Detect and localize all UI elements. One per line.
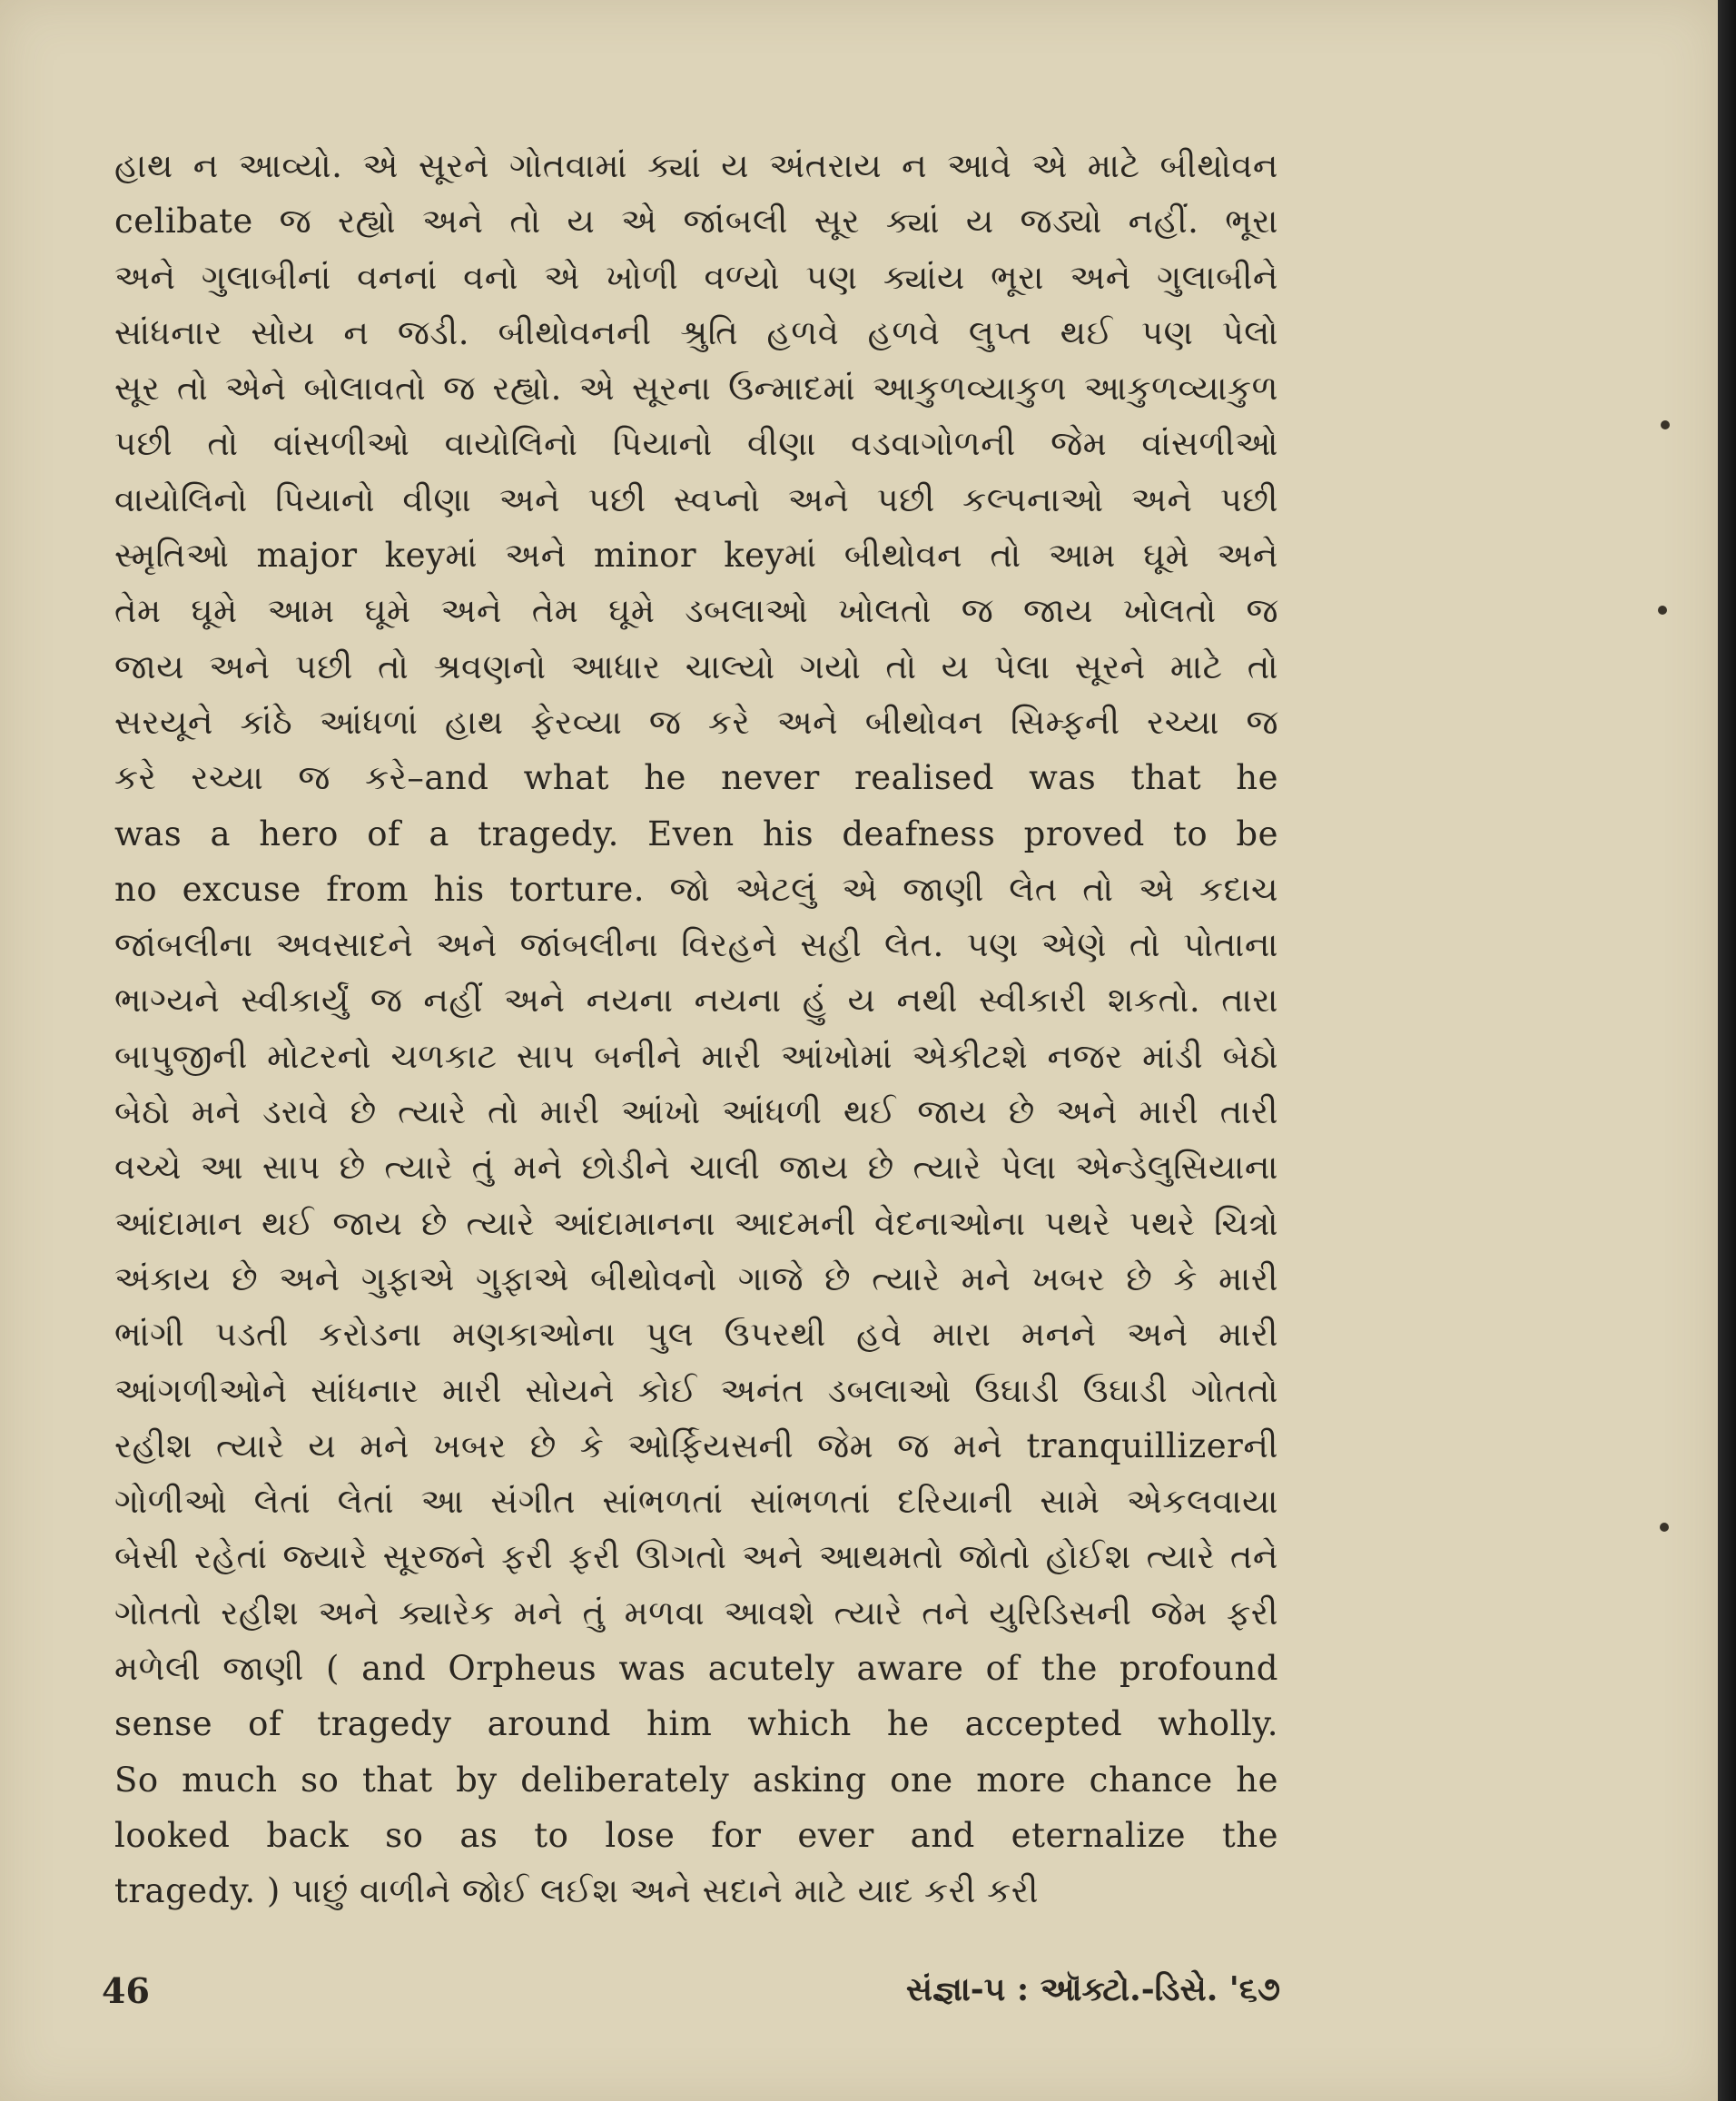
text-line: પછી તો વાંસળીઓ વાયોલિનો પિયાનો વીણા વડવાગોળની જેમ વાંસળીઓ [114,424,1278,464]
page-number: 46 [102,1970,150,2011]
text-line: સ્મૃતિઓ major keyમાં અને minor keyમાં બીથોવન તો આમ ઘૂમે અને [114,536,1278,576]
text-line: ભાંગી પડતી કરોડના મણકાઓના પુલ ઉપરથી હવે મારા મનને અને મારી [114,1315,1278,1355]
text-line: અને ગુલાબીનાં વનનાં વનો એ ખોળી વળ્યો પણ ક્યાંય ભૂરા અને ગુલાબીને [114,257,1278,297]
text-line: બાપુજીની મોટરનો ચળકાટ સાપ બનીને મારી આંખોમાં એકીટશે નજર માંડી બેઠો [114,1036,1278,1076]
speck [1661,420,1670,429]
text-line: no excuse from his torture. જો એટલું એ જાણી લેત તો એ કદાચ [114,869,1278,909]
text-line: વાયોલિનો પિયાનો વીણા અને પછી સ્વપ્નો અને પછી કલ્પનાઓ અને પછી [114,479,1278,519]
text-line: was a hero of a tragedy. Even his deafness proved to be [114,814,1278,853]
text-line: કરે રચ્યા જ કરે–and what he never realised was that he [114,758,1278,798]
text-line: અંકાય છે અને ગુફાએ ગુફાએ બીથોવનો ગાજે છે ત્યારે મને ખબર છે કે મારી [114,1258,1278,1298]
body-text [114,138,1278,1919]
text-line: sense of tragedy around him which he accepted wholly. [114,1704,1278,1744]
text-line: સાંધનાર સોય ન જડી. બીથોવનની શ્રુતિ હળવે હળવે લુપ્ત થઈ પણ પેલો [114,312,1278,352]
page-edge [1718,0,1736,2101]
text-line: tragedy. ) પાછું વાળીને જોઈ લઈશ અને સદાને માટે યાદ કરી કરી [114,1871,1039,1911]
text-line: બેસી રહેતાં જ્યારે સૂરજને ફરી ફરી ઊગતો અને આથમતો જોતો હોઈશ ત્યારે તને [114,1537,1278,1577]
speck [1658,606,1667,615]
text-line: looked back so as to lose for ever and eternalize the [114,1815,1278,1855]
speck [1660,1523,1669,1532]
text-line: આંગળીઓને સાંધનાર મારી સોયને કોઈ અનંત ડબલાઓ ઉઘાડી ઉઘાડી ગોતતો [114,1370,1278,1410]
text-line: ભાગ્યને સ્વીકાર્યું જ નહીં અને નયના નયના હું ય નથી સ્વીકારી શકતો. તારા [114,981,1278,1021]
text-line: ગોળીઓ લેતાં લેતાં આ સંગીત સાંભળતાં સાંભળતાં દરિયાની સામે એકલવાયા [114,1482,1278,1522]
text-line: સૂર તો એને બોલાવતો જ રહ્યો. એ સૂરના ઉન્માદમાં આકુળવ્યાકુળ આકુળવ્યાકુળ [114,369,1278,409]
text-line: હાથ ન આવ્યો. એ સૂરને ગોતવામાં ક્યાં ય અંતરાય ન આવે એ માટે બીથોવન [114,146,1278,185]
text-line: બેઠો મને ડરાવે છે ત્યારે તો મારી આંખો આંધળી થઈ જાય છે અને મારી તારી [114,1092,1278,1132]
text-line: વચ્ચે આ સાપ છે ત્યારે તું મને છોડીને ચાલી જાય છે ત્યારે પેલા એન્ડેલુસિયાના [114,1148,1278,1188]
text-line: મળેલી જાણી ( and Orpheus was acutely aware of the profound [114,1649,1278,1689]
text-line: રહીશ ત્યારે ય મને ખબર છે કે ઓર્ફિયસની જેમ જ મને tranquillizerની [114,1425,1278,1465]
running-footer: સંજ્ઞા-૫ : ઑક્ટો.-ડિસે. '૬૭ [905,1970,1280,2008]
text-line: જાય અને પછી તો શ્રવણનો આધાર ચાલ્યો ગયો તો ય પેલા સૂરને માટે તો [114,646,1278,686]
text-line: So much so that by deliberately asking one more chance he [114,1760,1278,1800]
text-line: સરયૂને કાંઠે આંધળાં હાથ ફેરવ્યા જ કરે અને બીથોવન સિમ્ફની રચ્યા જ [114,702,1278,742]
text-line: આંદામાન થઈ જાય છે ત્યારે આંદામાનના આદમની વેદનાઓના પથરે પથરે ચિત્રો [114,1203,1278,1243]
text-line: જાંબલીના અવસાદને અને જાંબલીના વિરહને સહી લેત. પણ એણે તો પોતાના [114,925,1278,965]
text-line: ગોતતો રહીશ અને ક્યારેક મને તું મળવા આવશે ત્યારે તને યુરિડિસની જેમ ફરી [114,1593,1278,1632]
text-line: તેમ ઘૂમે આમ ઘૂમે અને તેમ ઘૂમે ડબલાઓ ખોલતો જ જાય ખોલતો જ [114,591,1278,631]
text-line: celibate જ રહ્યો અને તો ય એ જાંબલી સૂર ક્યાં ય જડ્યો નહીં. ભૂરા [114,202,1278,242]
